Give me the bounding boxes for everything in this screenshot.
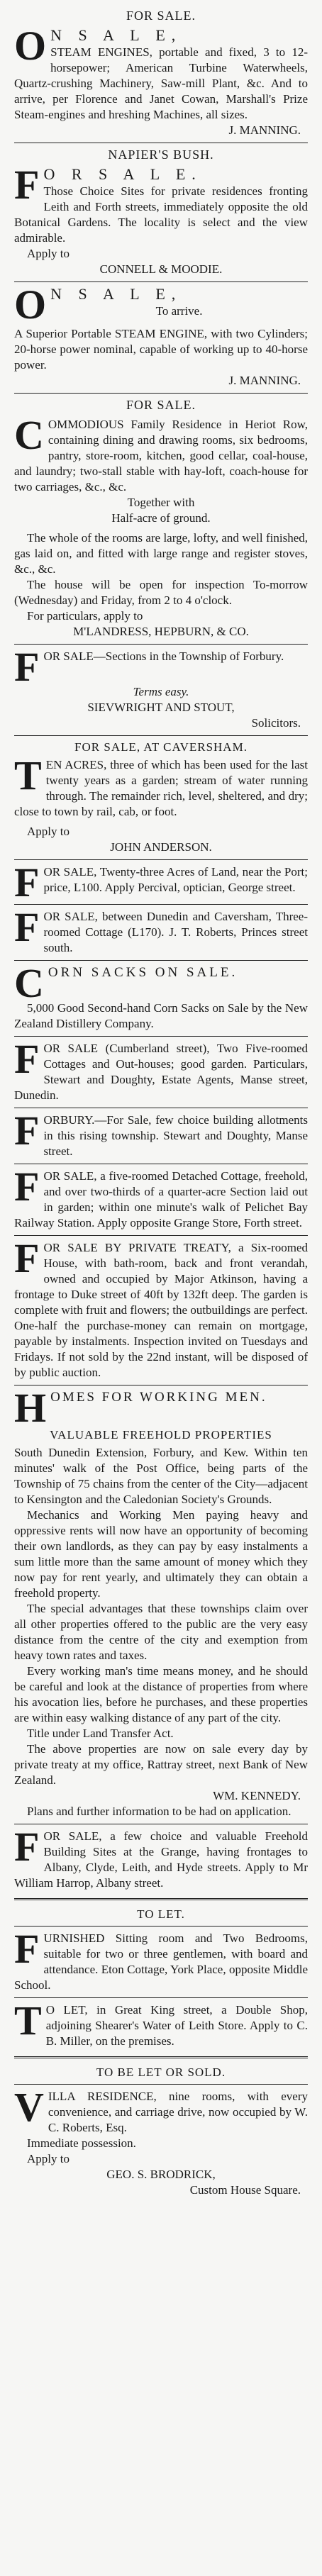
divider xyxy=(14,1036,308,1037)
ad-body: OR SALE, Twenty-three Acres of Land, near the Port; price, L100. Apply Percival, optician, George street. xyxy=(43,865,308,894)
ad-body: OMMODIOUS Family Residence in Heriot Row, containing dining and drawing rooms, six bedrooms, pantry, store-room, kitchen, good cellar, coal-house, and laundry; two-stall stable with hay-loft, coach-house for two carriages, &c., &c. xyxy=(14,418,308,494)
ad-steam-engines xyxy=(14,9,308,138)
ad-heading: FOR SALE. xyxy=(126,398,196,412)
drop-cap: F xyxy=(14,1926,40,1972)
drop-cap: V xyxy=(14,2084,44,2130)
ad-lead: O R S A L E. xyxy=(43,165,202,183)
ad-body: Half-acre of ground. xyxy=(111,511,211,525)
ad-three-roomed-cottage xyxy=(14,904,308,956)
ad-forbury-sections xyxy=(14,644,308,731)
ad-apply: For particulars, apply to xyxy=(27,609,143,623)
ad-private-treaty xyxy=(14,1235,309,1381)
ad-body: EN ACRES, three of which has been used for the last twenty years as a garden; stream of water running through. The remainder rich, level, sheltered, and dry; close to town by rail, cab, or foot. xyxy=(14,758,308,818)
ad-heading: FOR SALE, AT CAVERSHAM. xyxy=(74,740,248,754)
ad-detached-cottage xyxy=(14,1164,308,1231)
ad-body: Every working man's time means money, and he should be careful and look at the distance of properties from where his avocation lies, before he purchases, and these properties are within easy walking distance of any part of the city. xyxy=(14,1664,308,1724)
ad-body: URNISHED Sitting room and Two Bedrooms, suitable for two or three gentlemen, with board and attendance. Eton Cottage, York Place, opposite Middle School. xyxy=(14,1931,308,1992)
divider xyxy=(14,859,308,860)
divider xyxy=(14,281,308,282)
drop-cap: F xyxy=(14,1824,40,1870)
drop-cap: F xyxy=(14,1235,40,1281)
divider xyxy=(14,960,308,961)
ad-arrive: To arrive. xyxy=(155,304,203,318)
ad-body: A Superior Portable STEAM ENGINE, with two Cylinders; 20-horse power nominal, capable of working up to 40-horse power. xyxy=(14,327,308,372)
ad-body: The house will be open for inspection To-morrow (Wednesday) and Friday, from 2 to 4 o'clock. xyxy=(14,578,308,607)
ad-body: OR SALE BY PRIVATE TREATY, a Six-roomed House, with bath-room, back and front verandah, owned and occupied by Major Atkinson, having a frontage to Duke street of 40ft by 132ft deep. The garden is complete with fruit and flowers; the outbuildings are perfect. One-half the purchase-money can remain on mortgage, payable by instalments. Inspection invited on Tuesdays and Fridays. If not sold by the 22nd instant, will be disposed of by public auction. xyxy=(14,1241,309,1379)
ad-signature: WM. KENNEDY. xyxy=(213,1789,301,1802)
ad-immediate: Immediate possession. xyxy=(27,2136,136,2150)
ad-body: Together with xyxy=(127,496,195,509)
ad-body: O LET, in Great King street, a Double Shop, adjoining Shearer's Water of Leith Store. Apply to C. B. Miller, on the premises. xyxy=(45,2003,308,2048)
ad-cumberland-street xyxy=(14,1036,308,1103)
drop-cap: F xyxy=(14,644,40,690)
ad-body: Mechanics and Working Men paying heavy and oppressive rents will now have an opportunity of becoming their own landlords, as they can pay by easy instalments a sum little more than the same amount of money which they now pay for rent yearly, and ultimately they can obtain a freehold property. xyxy=(14,1508,308,1600)
divider xyxy=(14,2084,308,2085)
ad-heading: NAPIER'S BUSH. xyxy=(108,147,214,162)
ad-caversham xyxy=(14,740,308,855)
drop-cap: F xyxy=(14,1036,40,1082)
ad-signature: JOHN ANDERSON. xyxy=(110,840,212,854)
divider xyxy=(14,904,308,905)
ad-apply: Apply to xyxy=(27,825,70,838)
ad-signature: GEO. S. BRODRICK, xyxy=(106,2168,216,2181)
classified-column xyxy=(14,9,308,2198)
ad-body: The above properties are now on sale every day by private treaty at my office, Rattray street, next Bank of New Zealand. xyxy=(14,1742,308,1787)
drop-cap: C xyxy=(14,960,44,1006)
drop-cap: O xyxy=(14,281,47,328)
drop-cap: T xyxy=(14,752,42,798)
ad-body: South Dunedin Extension, Forbury, and Kew. Within ten minutes' walk of the Post Office, being parts of the Township of 75 chains from the center of the City—adjacent to Kensington and the Caledonian Society's Grounds. xyxy=(14,1446,308,1506)
drop-cap: T xyxy=(14,1997,42,2043)
ad-forbury-allotments xyxy=(14,1108,308,1159)
ad-napiers-bush xyxy=(14,147,308,277)
divider xyxy=(14,1235,308,1236)
divider xyxy=(14,1997,308,1998)
ad-signature: M'LANDRESS, HEPBURN, & CO. xyxy=(73,625,249,638)
drop-cap: F xyxy=(14,859,40,905)
ad-body: ORBURY.—For Sale, few choice building allotments in this rising township. Stewart and Doughty, Manse street. xyxy=(43,1113,308,1158)
ad-body: ILLA RESIDENCE, nine rooms, with every convenience, and carriage drive, now occupied by W. C. Roberts, Esq. xyxy=(48,2090,308,2134)
drop-cap: F xyxy=(14,904,40,950)
ad-signature-2: Solicitors. xyxy=(251,716,301,730)
ad-portable-engine xyxy=(14,281,308,389)
ad-lead: N S A L E, xyxy=(50,285,182,303)
drop-cap: F xyxy=(14,1108,40,1154)
ad-lead: OMES FOR WORKING MEN. xyxy=(50,1390,267,1405)
ad-signature-2: Custom House Square. xyxy=(189,2183,301,2197)
divider xyxy=(14,1926,308,1927)
ad-body: OR SALE, between Dunedin and Caversham, Three-roomed Cottage (L170). J. T. Roberts, Princes street south. xyxy=(43,910,308,954)
ad-body: Title under Land Transfer Act. xyxy=(27,1727,174,1740)
ad-terms: Terms easy. xyxy=(133,685,189,698)
ad-corn-sacks xyxy=(14,960,308,1032)
section-heading: TO LET. xyxy=(137,1907,185,1921)
ad-lead: ORN SACKS ON SALE. xyxy=(48,965,238,980)
ad-twenty-three-acres xyxy=(14,859,308,905)
drop-cap: F xyxy=(14,162,40,208)
section-divider xyxy=(14,1898,308,1900)
ad-heading: FOR SALE. xyxy=(126,9,196,23)
ad-apply: Apply to xyxy=(27,247,70,260)
ad-signature: CONNELL & MOODIE. xyxy=(99,262,223,276)
ad-body: The special advantages that these townships claim over all other properties offered to the public are the very easy distance from the centre of the city and exemption from heavy town rates and taxes. xyxy=(14,1602,308,1662)
drop-cap: C xyxy=(14,412,44,458)
ad-body: OR SALE, a few choice and valuable Freehold Building Sites at the Grange, having frontages to Albany, Clyde, Leith, and Hyde streets. Apply to Mr William Harrop, Albany street. xyxy=(14,1829,308,1890)
ad-signature: J. MANNING. xyxy=(228,374,301,387)
ad-body: 5,000 Good Second-hand Corn Sacks on Sale by the New Zealand Distillery Company. xyxy=(14,1001,308,1030)
ad-body: Plans and further information to be had on application. xyxy=(27,1805,292,1818)
divider xyxy=(14,393,308,394)
ad-subheading: VALUABLE FREEHOLD PROPERTIES xyxy=(50,1428,272,1442)
drop-cap: O xyxy=(14,23,47,69)
section-heading: TO BE LET OR SOLD. xyxy=(96,2065,226,2079)
ad-body: Those Choice Sites for private residences fronting Leith and Forth streets, immediately opposite the old Botanical Gardens. The locality is select and the view admirable. xyxy=(14,184,308,245)
divider xyxy=(14,644,308,645)
divider xyxy=(14,735,308,736)
drop-cap: H xyxy=(14,1385,47,1431)
drop-cap: F xyxy=(14,1164,40,1210)
ad-to-let xyxy=(14,1907,308,2049)
ad-heriot-row xyxy=(14,398,308,640)
ad-apply: Apply to xyxy=(27,2152,70,2165)
ad-signature: J. MANNING. xyxy=(228,123,301,137)
ad-to-be-let-or-sold xyxy=(14,2065,308,2198)
ad-lead: N S A L E, xyxy=(50,26,182,44)
ad-homes-working-men xyxy=(14,1385,308,1819)
ad-signature: SIEVWRIGHT AND STOUT, xyxy=(87,701,235,714)
ad-body: OR SALE, a five-roomed Detached Cottage, freehold, and over two-thirds of a quarter-acre Section laid out in garden; within one minute's walk of Pelichet Bay Railway Station. Apply opposite Grange Store, Forth street. xyxy=(14,1169,308,1230)
ad-body: STEAM ENGINES, portable and fixed, 3 to 12-horsepower; American Turbine Waterwheels, Quartz-crushing Machinery, Saw-mill Plant, &c. And to arrive, per Florence and Janet Cowan, Marshall's Prize Steam-engines and hreshing Machines, all sizes. xyxy=(14,45,308,121)
section-divider xyxy=(14,2056,308,2058)
ad-body: OR SALE (Cumberland street), Two Five-roomed Cottages and Out-houses; good garden. Particulars, Stewart and Doughty, Estate Agents, Manse street, Dunedin. xyxy=(14,1042,308,1102)
ad-grange-sites xyxy=(14,1824,308,1891)
ad-body: OR SALE—Sections in the Township of Forbury. xyxy=(43,649,284,663)
ad-body: The whole of the rooms are large, lofty, and well finished, gas laid on, and fitted with large range and register stoves, &c., &c. xyxy=(14,531,308,576)
